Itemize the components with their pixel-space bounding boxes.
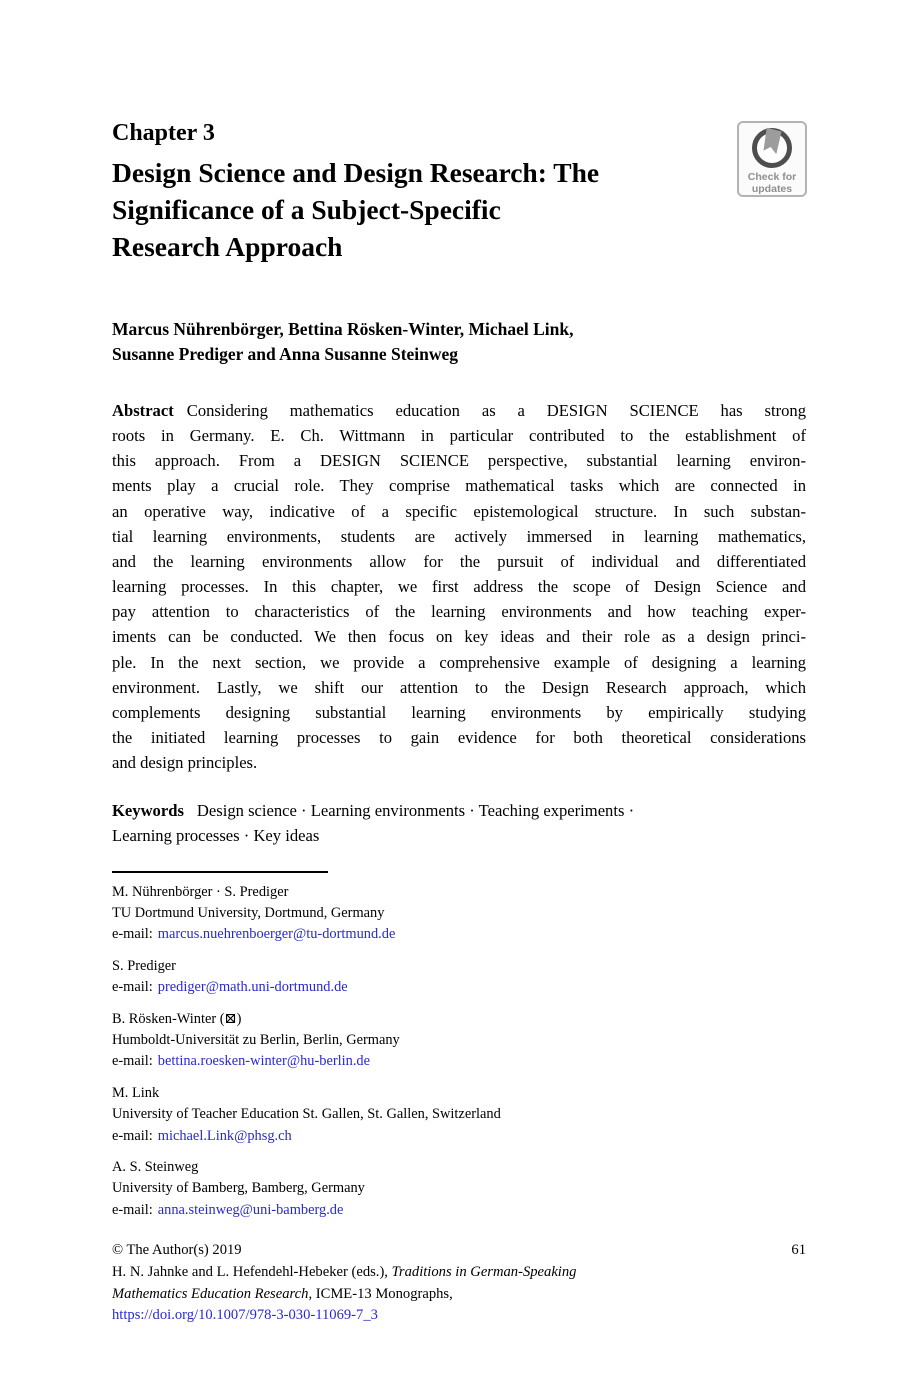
footnote-block — [112, 1009, 806, 1073]
abstract-line: tial learning environments, students are actively immersed in learning mathematics, — [112, 526, 806, 546]
badge-label-line2: updates — [751, 183, 793, 195]
editors-line — [112, 1262, 806, 1284]
abstract-label: Abstract — [112, 401, 174, 420]
footnote-names: B. Rösken-Winter (⊠) — [112, 1011, 242, 1028]
footnote-names: S. Prediger — [112, 958, 176, 975]
doi-link[interactable]: https://doi.org/10.1007/978-3-030-11069-7_3 — [112, 1307, 378, 1324]
email-link[interactable]: bettina.roesken-winter@hu-berlin.de — [157, 1053, 371, 1070]
footnote-affiliation: University of Bamberg, Bamberg, Germany — [112, 1180, 365, 1197]
abstract-line: ments play a crucial role. They comprise mathematical tasks which are connected in — [112, 476, 806, 496]
keywords-line1 — [112, 798, 806, 823]
keywords-section — [112, 798, 806, 848]
chapter-title-line: Significance of a Subject-Specific — [112, 194, 501, 225]
abstract-line: roots in Germany. E. Ch. Wittmann in particular contributed to the establishment of — [112, 426, 806, 446]
abstract-first-line — [112, 398, 806, 423]
abstract-line: complements designing substantial learning environments by empirically studying — [112, 702, 806, 722]
email-label: e-mail: — [112, 979, 153, 996]
abstract-line: environment. Lastly, we shift our attention to the Design Research approach, which — [112, 677, 806, 697]
footnote-divider — [112, 871, 328, 873]
footnote-block — [112, 956, 806, 998]
abstract-line: ple. In the next section, we provide a comprehensive example of designing a learning — [112, 652, 806, 672]
email-link[interactable]: michael.Link@phsg.ch — [157, 1127, 292, 1144]
abstract-line: iments can be conducted. We then focus on key ideas and their role as a design princi- — [112, 627, 806, 647]
footnote-affiliation: Humboldt-Universität zu Berlin, Berlin, Germany — [112, 1032, 400, 1049]
email-link[interactable]: anna.steinweg@uni-bamberg.de — [157, 1201, 344, 1218]
abstract-line: and the learning environments allow for the pursuit of individual and differentiated — [112, 551, 806, 571]
copyright-text: © The Author(s) 2019 — [112, 1242, 242, 1258]
footnote-names: M. Nührenbörger · S. Prediger — [112, 884, 289, 900]
editors-text: H. N. Jahnke and L. Hefendehl-Hebeker (eds.), — [112, 1263, 392, 1280]
footnote-email-line — [112, 977, 806, 998]
authors — [112, 317, 806, 367]
book-title-italic-cont: Mathematics Education Research — [112, 1285, 309, 1302]
email-link[interactable]: prediger@math.uni-dortmund.de — [157, 979, 348, 996]
page-number: 61 — [791, 1242, 806, 1258]
footnote-names: M. Link — [112, 1085, 160, 1102]
keywords-line1-text: Design science · Learning environments · Teaching experiments · — [196, 801, 635, 820]
copyright-line — [112, 1240, 806, 1262]
keywords-label: Keywords — [112, 801, 184, 820]
footnote-block — [112, 882, 806, 946]
email-label: e-mail: — [112, 1201, 153, 1218]
footnotes — [112, 882, 806, 1231]
footnote-names: A. S. Steinweg — [112, 1159, 199, 1176]
chapter-title — [112, 154, 806, 265]
email-link[interactable]: marcus.nuehrenboerger@tu-dortmund.de — [157, 926, 396, 943]
email-label: e-mail: — [112, 926, 153, 943]
abstract-line: an operative way, indicative of a specific epistemological structure. In such substan- — [112, 501, 806, 521]
chapter-label: Chapter 3 — [112, 120, 215, 146]
footnote-affiliation: University of Teacher Education St. Gallen, St. Gallen, Switzerland — [112, 1106, 501, 1123]
book-title-italic: Traditions in German-Speaking — [391, 1263, 577, 1280]
author-line: Susanne Prediger and Anna Susanne Steinweg — [112, 344, 459, 364]
keywords-line2: Learning processes · Key ideas — [112, 826, 320, 845]
abstract-first-line-text: Considering mathematics education as a DESIGN SCIENCE has strong — [186, 401, 806, 420]
abstract-line: pay attention to characteristics of the learning environments and how teaching exper- — [112, 602, 806, 622]
author-line: Marcus Nührenbörger, Bettina Rösken-Winter, Michael Link, — [112, 319, 574, 339]
abstract-line: the initiated learning processes to gain evidence for both theoretical considerations — [112, 728, 806, 748]
footnote-email-line — [112, 1200, 806, 1221]
series-line — [112, 1284, 806, 1306]
abstract-line: learning processes. In this chapter, we first address the scope of Design Science and — [112, 577, 806, 597]
abstract-line: this approach. From a DESIGN SCIENCE perspective, substantial learning environ- — [112, 451, 806, 471]
chapter-title-line: Design Science and Design Research: The — [112, 157, 600, 188]
doi-line — [112, 1305, 806, 1327]
footnote-email-line — [112, 1051, 806, 1072]
footnote-email-line — [112, 924, 806, 945]
abstract-section — [112, 398, 806, 775]
series-text: , ICME-13 Monographs, — [308, 1285, 453, 1302]
email-label: e-mail: — [112, 1127, 153, 1144]
badge-label-line1: Check for — [747, 171, 797, 183]
abstract-text — [112, 423, 806, 775]
chapter-title-line: Research Approach — [112, 231, 343, 262]
abstract-line: and design principles. — [112, 753, 258, 773]
footnote-block — [112, 1083, 806, 1147]
footnote-block — [112, 1157, 806, 1221]
email-label: e-mail: — [112, 1053, 153, 1070]
footnote-email-line — [112, 1126, 806, 1147]
copyright-block — [112, 1240, 806, 1327]
footnote-affiliation: TU Dortmund University, Dortmund, Germany — [112, 905, 385, 922]
